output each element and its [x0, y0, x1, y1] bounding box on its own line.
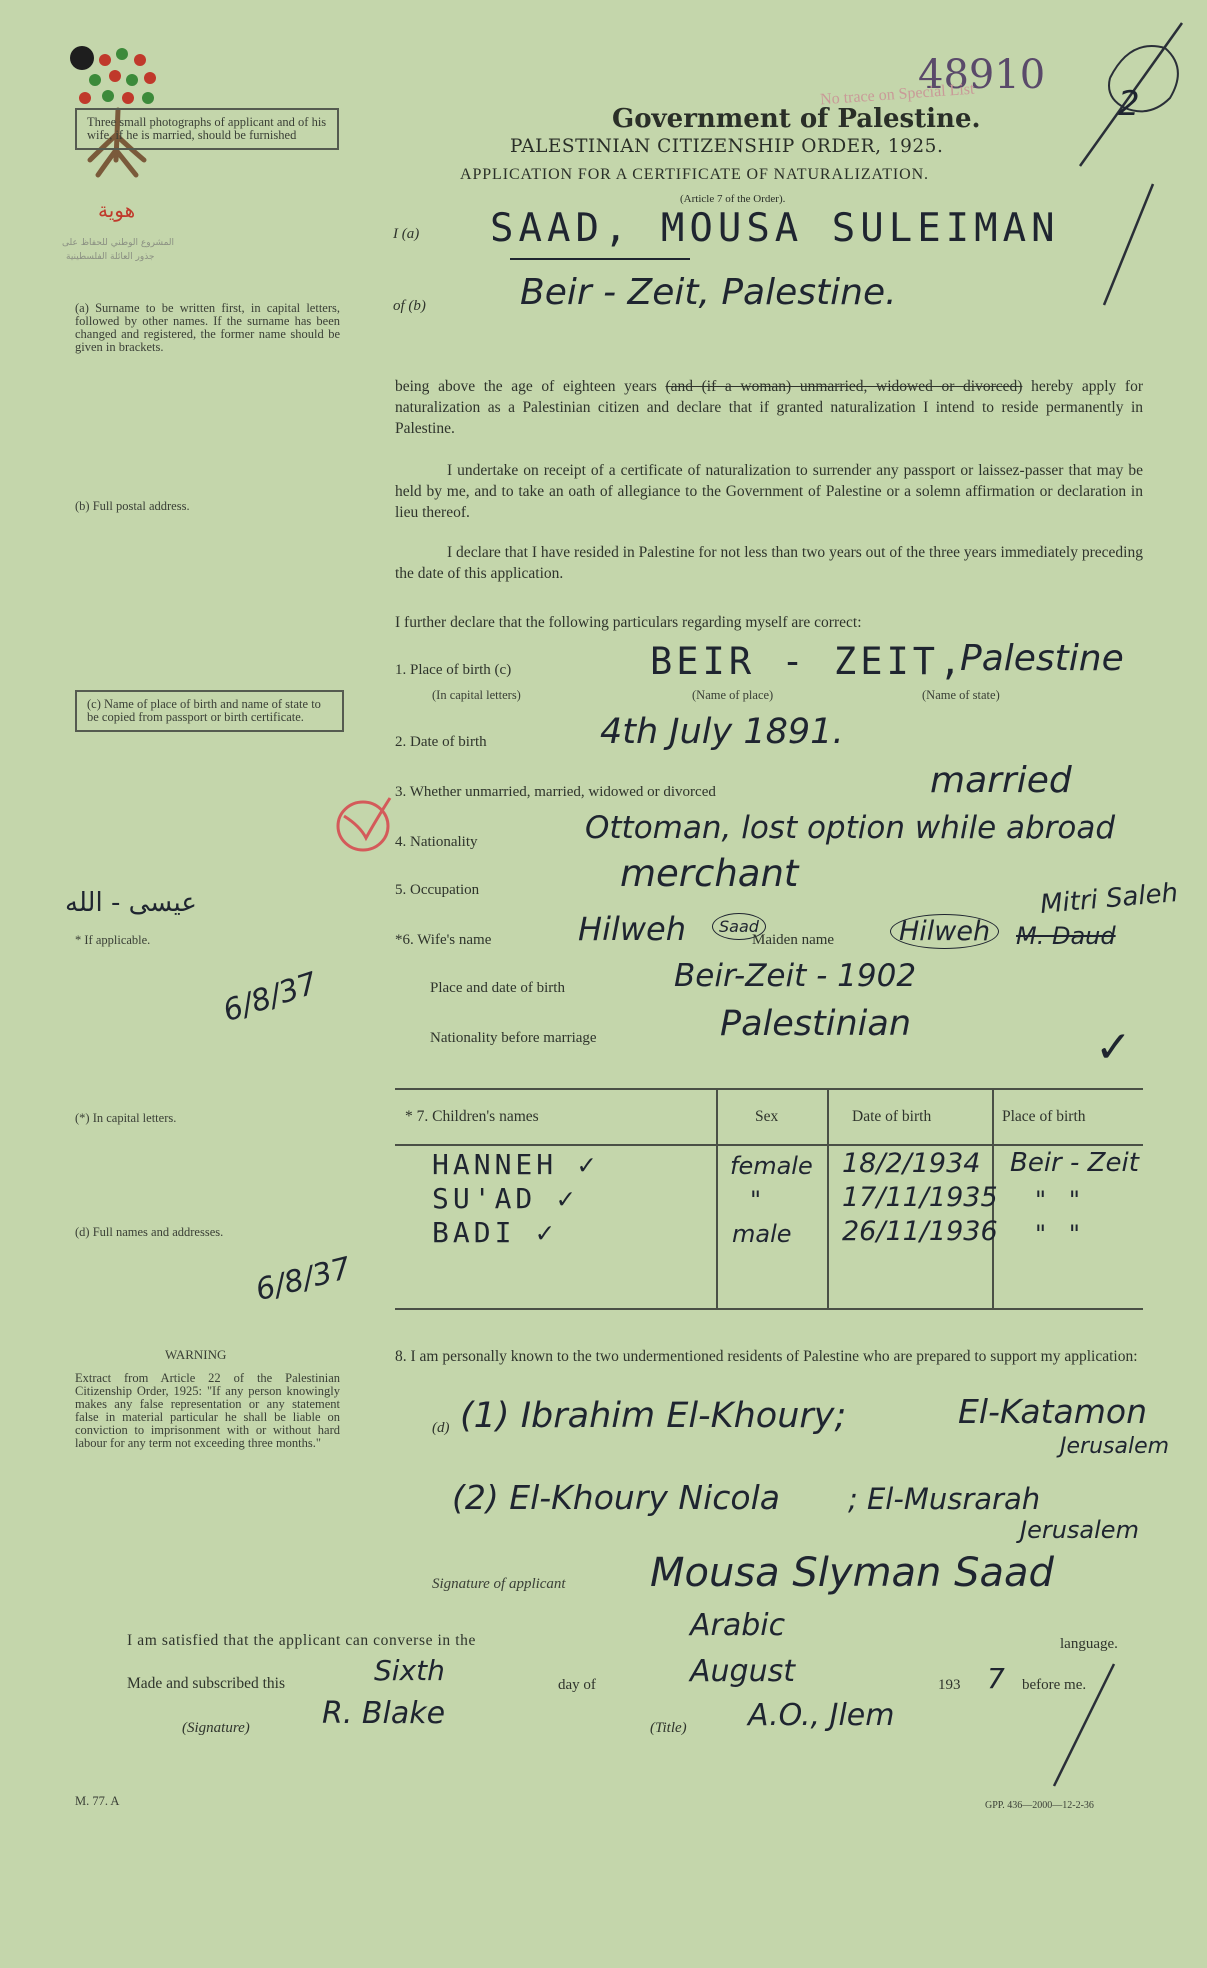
- article-note: (Article 7 of the Order).: [680, 193, 786, 205]
- logo-arabic-line2: المشروع الوطني للحفاظ على: [62, 238, 175, 248]
- referee-2-name: (2) El-Khoury Nicola: [452, 1478, 780, 1517]
- child-dob-1: 18/2/1934: [842, 1148, 981, 1179]
- occupation-value: merchant: [620, 852, 799, 895]
- wife-surname-circled: Saad: [712, 913, 766, 940]
- referee-1-city: Jerusalem: [1060, 1434, 1170, 1459]
- signature-label: (Signature): [182, 1720, 250, 1736]
- child-sex-2: ": [750, 1186, 762, 1214]
- officer-signature: R. Blake: [322, 1696, 446, 1731]
- closing-pen-stroke-icon: [1048, 1660, 1118, 1790]
- birth-place-header: Place of birth: [1002, 1108, 1086, 1125]
- table-top-rule: [395, 1088, 1143, 1090]
- applicant-name: SAAD, MOUSA SULEIMAN: [490, 206, 1060, 251]
- declaration-paragraph-4: I further declare that the following particulars regarding myself are correct:: [395, 614, 862, 631]
- nationality-label: 4. Nationality: [395, 834, 478, 850]
- referee-2-city: Jerusalem: [1020, 1516, 1139, 1544]
- marital-value: married: [930, 760, 1072, 801]
- nationality-value: Ottoman, lost option while abroad: [585, 810, 1116, 846]
- year-prefix: 193: [938, 1677, 961, 1693]
- wife-birth-label: Place and date of birth: [430, 980, 565, 996]
- capitals-note: (In capital letters): [432, 688, 521, 702]
- note-in-capitals: (*) In capital letters.: [75, 1111, 177, 1125]
- year-digit: 7: [987, 1662, 1005, 1695]
- child-pob-1: Beir - Zeit: [1010, 1148, 1139, 1178]
- referee-2-place: ; El-Musrarah: [848, 1482, 1041, 1516]
- sex-header: Sex: [755, 1108, 779, 1125]
- nationality-before-label: Nationality before marriage: [430, 1030, 597, 1046]
- of-label: of (b): [393, 298, 426, 314]
- declaration-paragraph-3: I declare that I have resided in Palestine for not less than two years out of the three years immediately preceding the date of this application.: [395, 544, 1143, 582]
- child-pob-3: " ": [1035, 1220, 1080, 1248]
- referee-1-name: (1) Ibrahim El-Khoury;: [460, 1396, 847, 1436]
- declaration-1-end: hereby apply for naturalization as a Palestinian citizen and declare that if granted naturalization I intend to reside permanently in Palestine.: [395, 378, 1144, 437]
- child-name-1: HANNEH ✓: [432, 1148, 599, 1181]
- declaration-1-struck: (and (if a woman) unmarried, widowed or divorced): [665, 378, 1023, 395]
- month-value: August: [690, 1654, 795, 1689]
- birth-state-value: Palestine: [960, 638, 1124, 679]
- warning-text: Extract from Article 22 of the Palestinian Citizenship Order, 1925: "If any person knowingly makes any false representation or any statement false in material particular he shall be liable on conviction to imprisonment with or without hard labour for any term not exceeding three months.": [75, 1371, 340, 1450]
- note-surname: (a) Surname to be written first, in capital letters, followed by other names. If the surname has been changed and registered, the former name should be given in brackets.: [75, 301, 340, 354]
- child-dob-3: 26/11/1936: [842, 1216, 998, 1247]
- table-col-rule-2: [827, 1090, 829, 1308]
- child-name-2: SU'AD ✓: [432, 1182, 579, 1215]
- title-label: (Title): [650, 1720, 687, 1736]
- birth-date-value: 4th July 1891.: [600, 712, 844, 752]
- maiden-name-added: Mitri Saleh: [1038, 878, 1180, 920]
- referee-d-label: (d): [432, 1420, 450, 1436]
- initials-date-2: 6/8/37: [252, 1250, 355, 1309]
- day-of-label: day of: [558, 1677, 596, 1693]
- photo-note: Three small photographs of applicant and of his wife, if he is married, should be furnished: [87, 115, 327, 142]
- pen-stroke-icon: [1098, 180, 1158, 310]
- logo: [60, 40, 180, 270]
- declaration-paragraph-1: [395, 376, 1143, 439]
- special-list-stamp: No trace on Special List: [819, 80, 975, 109]
- wife-birth-value: Beir-Zeit - 1902: [674, 958, 917, 994]
- application-title: APPLICATION FOR A CERTIFICATE OF NATURALIZATION.: [460, 166, 929, 183]
- day-value: Sixth: [374, 1654, 445, 1687]
- note-if-applicable: * If applicable.: [75, 933, 151, 947]
- maiden-name-value: Hilweh: [890, 914, 999, 949]
- table-bottom-rule: [395, 1308, 1143, 1310]
- i-label: I (a): [393, 226, 420, 242]
- name-underline: [510, 258, 690, 260]
- language-value: Arabic: [690, 1608, 786, 1643]
- birth-date-label: 2. Date of birth: [395, 734, 487, 750]
- arabic-handwriting: عيسى - الله: [65, 888, 197, 918]
- applicant-address: Beir - Zeit, Palestine.: [520, 272, 897, 313]
- print-code: GPP. 436—2000—12-2-36: [985, 1800, 1094, 1811]
- applicant-signature-label: Signature of applicant: [432, 1576, 566, 1592]
- referees-intro: 8. I am personally known to the two undermentioned residents of Palestine who are prepared to support my application:: [395, 1348, 1138, 1365]
- initials-date-1: 6/8/37: [218, 965, 322, 1030]
- before-me-label: before me.: [1022, 1677, 1087, 1693]
- child-pob-2: " ": [1035, 1186, 1080, 1214]
- file-number: 48910: [918, 52, 1046, 98]
- child-name-3: BADI ✓: [432, 1216, 558, 1249]
- birth-place-value: BEIR - ZEIT,: [650, 640, 966, 683]
- child-sex-3: male: [732, 1220, 792, 1248]
- birth-date-header: Date of birth: [852, 1108, 932, 1125]
- child-dob-2: 17/11/1935: [842, 1182, 998, 1213]
- photo-note-box: [75, 108, 339, 150]
- birth-place-label: 1. Place of birth (c): [395, 662, 512, 678]
- logo-arabic-line3: جذور العائلة الفلسطينية: [66, 252, 155, 262]
- note-postal-address: (b) Full postal address.: [75, 499, 190, 513]
- state-name-note: (Name of state): [922, 688, 1000, 702]
- converse-text: I am satisfied that the applicant can converse in the: [127, 1632, 476, 1649]
- form-number: M. 77. A: [75, 1794, 120, 1808]
- wife-name-value: Hilweh: [578, 910, 686, 948]
- table-header-rule: [395, 1144, 1143, 1146]
- occupation-label: 5. Occupation: [395, 882, 480, 898]
- warning-title: WARNING: [165, 1347, 227, 1362]
- referee-1-place: El-Katamon: [958, 1392, 1148, 1431]
- marital-label: 3. Whether unmarried, married, widowed or divorced: [395, 784, 716, 800]
- birth-place-note-box: [75, 690, 344, 732]
- declaration-1-start: being above the age of eighteen years: [395, 378, 657, 395]
- red-check-icon: [330, 778, 400, 858]
- gov-title: Government of Palestine.: [612, 104, 981, 134]
- order-title: PALESTINIAN CITIZENSHIP ORDER, 1925.: [510, 136, 944, 157]
- note-full-names: (d) Full names and addresses.: [75, 1225, 224, 1239]
- maiden-name-label: Maiden name: [752, 932, 835, 948]
- child-sex-1: female: [730, 1152, 813, 1180]
- declaration-paragraph-2: I undertake on receipt of a certificate of naturalization to surrender any passport or laissez-passer that may be held by me, and to take an oath of allegiance to the Government of Palestine or a solemn affirmation or declaration in lieu thereof.: [395, 462, 1143, 521]
- nationality-before-value: Palestinian: [720, 1004, 912, 1044]
- logo-arabic-title: هوية: [98, 198, 136, 222]
- made-subscribed-text: Made and subscribed this: [127, 1675, 285, 1692]
- officer-title: A.O., Jlem: [748, 1698, 895, 1733]
- children-names-header: * 7. Children's names: [405, 1108, 539, 1125]
- place-name-note: (Name of place): [692, 688, 774, 702]
- note-birth-place: (c) Name of place of birth and name of state to be copied from passport or birth certificate.: [87, 697, 321, 724]
- check-mark: ✓: [1095, 1022, 1132, 1073]
- applicant-signature: Mousa Slyman Saad: [650, 1550, 1054, 1596]
- maiden-name-struck: M. Daud: [1016, 922, 1116, 950]
- language-label: language.: [1060, 1636, 1118, 1652]
- wife-name-label: *6. Wife's name: [395, 932, 492, 948]
- table-col-rule-1: [716, 1090, 718, 1308]
- circled-number: 2: [1118, 84, 1140, 124]
